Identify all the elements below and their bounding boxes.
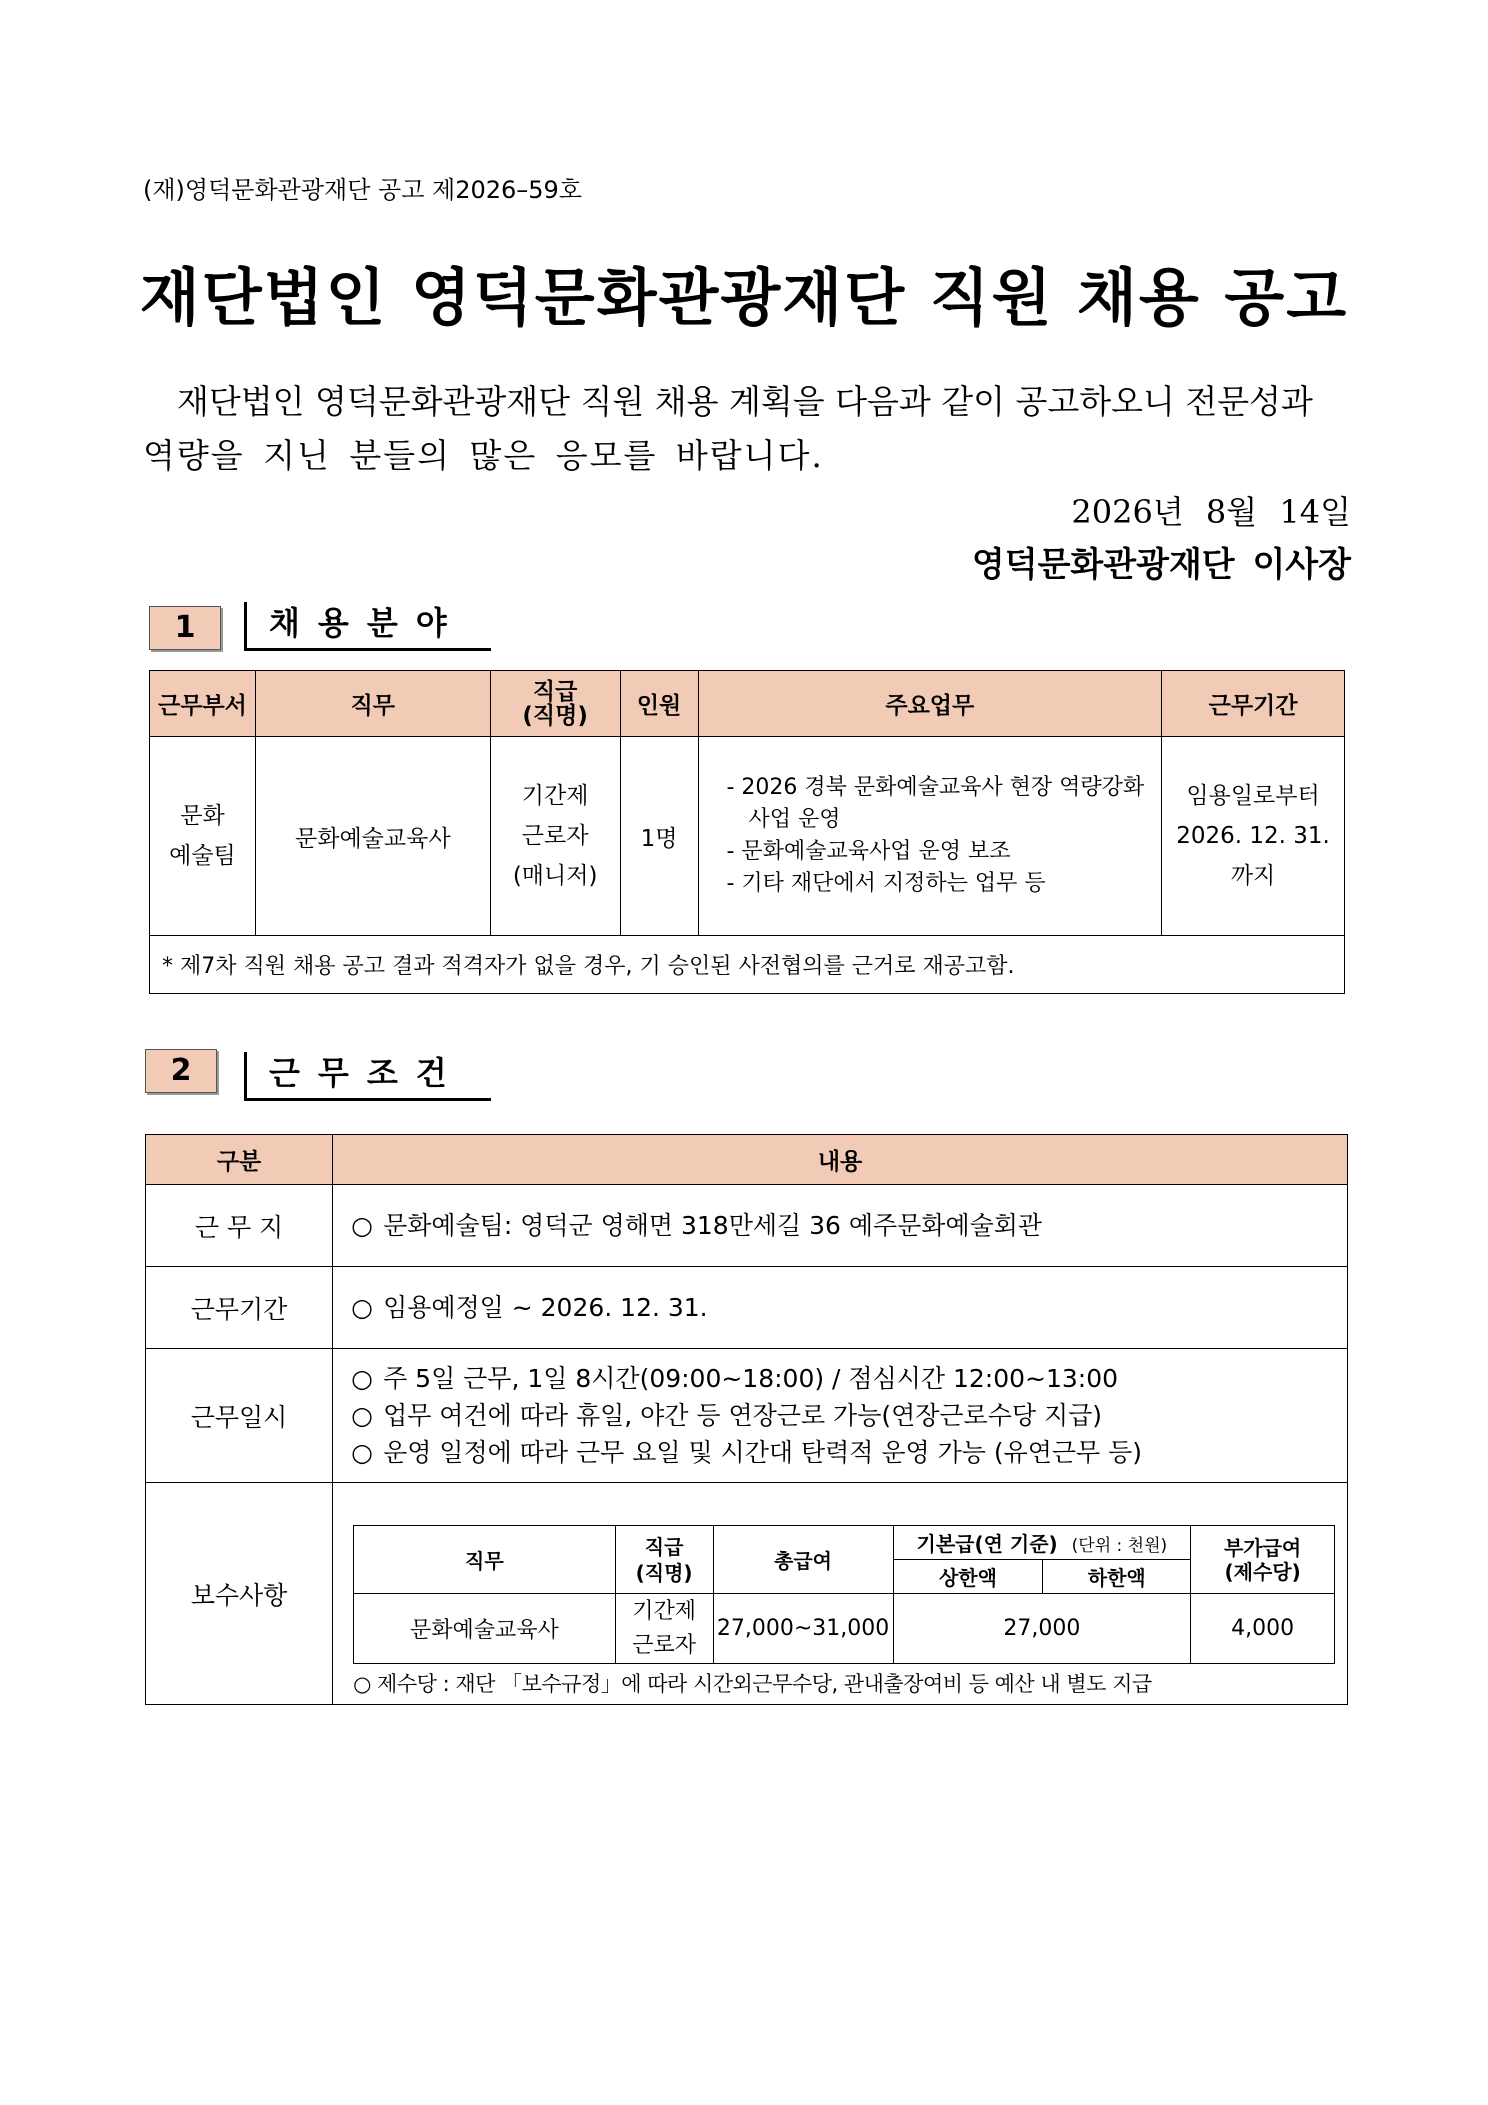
header-period: 근무기간 [1162,671,1345,737]
header-category: 구분 [146,1135,333,1185]
header-grade: 직급 (직명) [490,671,620,737]
content-hours: ○ 주 5일 근무, 1일 8시간(09:00~18:00) / 점심시간 12:00~13:00 ○ 업무 여건에 따라 휴일, 야간 등 연장근로 가능(연장근로수당 지급) ○ 운영 일정에 따라 근무 요일 및 시간대 탄력적 운영 가능 (유연근무 등) [333,1349,1348,1483]
recruitment-table [149,670,1345,994]
intro-line-1: 재단법인 영덕문화관광재단 직원 채용 계획을 다음과 같이 공고하오니 전문성과 [177,382,1313,421]
section-1-title: 채용분야 [244,602,491,651]
page-title: 재단법인 영덕문화관광재단 직원 채용 공고 [139,261,1349,334]
notice-number: (재)영덕문화관광재단 공고 제2026–59호 [143,176,582,204]
pay-cell-base: 27,000 [893,1594,1191,1664]
header-duties: 주요업무 [698,671,1162,737]
header-content: 내용 [333,1135,1348,1185]
table-header-row [150,671,1345,737]
intro-line-2: 역량을 지닌 분들의 많은 응모를 바랍니다. [143,436,824,475]
content-location: ○ 문화예술팀: 영덕군 영해면 318만세길 36 예주문화예술회관 [333,1185,1348,1267]
table-note-row [150,936,1345,994]
pay-header-lower: 하한액 [1043,1560,1191,1594]
table-row [146,1267,1348,1349]
conditions-table [145,1134,1348,1705]
pay-unit: (단위 : 천원) [1071,1536,1168,1556]
content-period: ○ 임용예정일 ~ 2026. 12. 31. [333,1267,1348,1349]
cell-count: 1명 [620,737,698,936]
header-dept: 근무부서 [150,671,256,737]
cell-grade: 기간제 근로자 (매니저) [490,737,620,936]
duty-item: - 기타 재단에서 지정하는 업무 등 [726,871,1046,896]
label-location: 근 무 지 [146,1185,333,1267]
label-hours: 근무일시 [146,1349,333,1483]
pay-cell-job: 문화예술교육사 [354,1594,616,1664]
cell-dept: 문화 예술팀 [150,737,256,936]
pay-header-upper: 상한액 [893,1560,1043,1594]
pay-cell-extra: 4,000 [1191,1594,1335,1664]
section-2-title: 근무조건 [244,1052,491,1101]
pay-header-base: 기본급(연 기준) (단위 : 천원) [893,1526,1191,1560]
intro-paragraph [143,375,1351,483]
header-job: 직무 [255,671,490,737]
cell-period: 임용일로부터 2026. 12. 31. 까지 [1162,737,1345,936]
duty-item: - 2026 경북 문화예술교육사 현장 역량강화 사업 운영 [726,775,1145,832]
table-row [146,1185,1348,1267]
header-count: 인원 [620,671,698,737]
label-pay: 보수사항 [146,1483,333,1705]
content-pay [333,1483,1348,1705]
pay-header-total: 총급여 [713,1526,893,1594]
table-row [146,1483,1348,1705]
pay-header-extra: 부가급여 (제수당) [1191,1526,1335,1594]
label-period: 근무기간 [146,1267,333,1349]
issuer: 영덕문화관광재단 이사장 [971,545,1351,585]
section-2-number: 2 [145,1049,217,1093]
section-1-number: 1 [149,606,221,650]
pay-note: ○ 제수당 : 재단 「보수규정」에 따라 시간외근무수당, 관내출장여비 등 예산 내 별도 지급 [353,1672,1152,1696]
pay-table [353,1525,1335,1664]
table-row [150,737,1345,936]
pay-cell-total: 27,000~31,000 [713,1594,893,1664]
recruitment-note: * 제7차 직원 채용 공고 결과 적격자가 없을 경우, 기 승인된 사전협의를 근거로 재공고함. [150,936,1345,994]
table-header-row [146,1135,1348,1185]
cell-job: 문화예술교육사 [255,737,490,936]
pay-cell-grade: 기간제 근로자 [615,1594,713,1664]
pay-header-grade: 직급 (직명) [615,1526,713,1594]
cell-duties [698,737,1162,936]
table-row [146,1349,1348,1483]
duty-item: - 문화예술교육사업 운영 보조 [726,839,1011,864]
pay-header-job: 직무 [354,1526,616,1594]
notice-date: 2026년 8월 14일 [1071,493,1351,531]
